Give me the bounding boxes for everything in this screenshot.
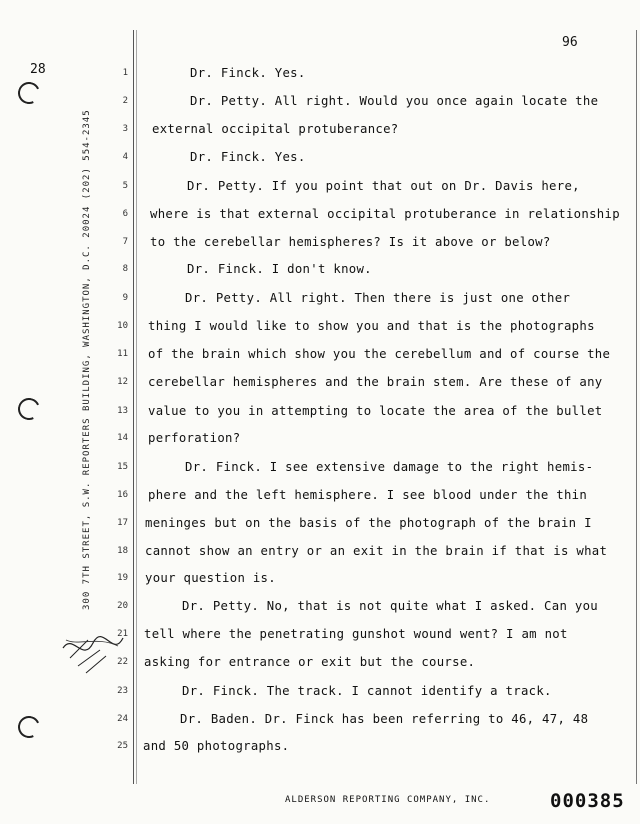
transcript-line: Dr. Finck. I don't know. (187, 262, 372, 276)
transcript-line: Dr. Finck. I see extensive damage to the right hemis- (185, 460, 594, 474)
side-number: 28 (30, 62, 46, 77)
transcript-line: where is that external occipital protuberance in relationship (150, 207, 620, 221)
line-number: 1 (122, 68, 128, 78)
margin-rule (133, 30, 134, 784)
reporting-company: ALDERSON REPORTING COMPANY, INC. (285, 795, 491, 805)
line-number: 2 (122, 96, 128, 106)
line-number: 8 (122, 264, 128, 274)
transcript-line: cannot show an entry or an exit in the brain if that is what (145, 544, 608, 558)
line-number: 5 (122, 181, 128, 191)
transcript-line: to the cerebellar hemispheres? Is it above or below? (150, 235, 551, 249)
line-number: 7 (122, 237, 128, 247)
transcript-line: Dr. Finck. Yes. (190, 66, 306, 80)
line-number: 18 (117, 546, 128, 556)
transcript-line: tell where the penetrating gunshot wound went? I am not (144, 627, 568, 641)
line-number: 22 (117, 657, 128, 667)
line-number: 14 (117, 433, 128, 443)
transcript-line: Dr. Finck. Yes. (190, 150, 306, 164)
punch-hole-icon (15, 79, 43, 107)
line-number: 24 (117, 714, 128, 724)
line-number: 4 (122, 152, 128, 162)
transcript-line: asking for entrance or exit but the course. (144, 655, 476, 669)
transcript-line: Dr. Petty. All right. Then there is just one other (185, 291, 571, 305)
punch-hole-icon (15, 395, 43, 423)
line-number: 20 (117, 601, 128, 611)
margin-address: 300 7TH STREET, S.W. REPORTERS BUILDING, WASHINGTON, D.C. 20024 (202) 554-2345 (82, 109, 92, 610)
bates-number: 000385 (550, 790, 625, 812)
transcript-line: Dr. Petty. If you point that out on Dr. Davis here, (187, 179, 580, 193)
transcript-line: perforation? (148, 431, 241, 445)
transcript-line: external occipital protuberance? (152, 122, 399, 136)
transcript-line: meninges but on the basis of the photograph of the brain I (145, 516, 592, 530)
right-edge-rule (636, 30, 637, 784)
line-number: 15 (117, 462, 128, 472)
transcript-line: value to you in attempting to locate the area of the bullet (148, 404, 603, 418)
transcript-line: your question is. (145, 571, 276, 585)
line-number: 25 (117, 741, 128, 751)
transcript-line: and 50 photographs. (143, 739, 290, 753)
transcript-line: cerebellar hemispheres and the brain stem. Are these of any (148, 375, 603, 389)
line-number: 16 (117, 490, 128, 500)
line-number: 13 (117, 406, 128, 416)
line-number: 11 (117, 349, 128, 359)
line-number: 6 (122, 209, 128, 219)
margin-rule (136, 30, 137, 784)
line-number: 17 (117, 518, 128, 528)
transcript-line: Dr. Petty. All right. Would you once again locate the (190, 94, 599, 108)
line-number: 3 (122, 124, 128, 134)
punch-hole-icon (15, 713, 43, 741)
transcript-line: thing I would like to show you and that is the photographs (148, 319, 595, 333)
transcript-line: phere and the left hemisphere. I see blood under the thin (148, 488, 588, 502)
line-number: 21 (117, 629, 128, 639)
transcript-line: Dr. Baden. Dr. Finck has been referring to 46, 47, 48 (180, 712, 589, 726)
transcript-line: of the brain which show you the cerebellum and of course the (148, 347, 611, 361)
transcript-line: Dr. Finck. The track. I cannot identify a track. (182, 684, 552, 698)
line-number: 9 (122, 293, 128, 303)
transcript-line: Dr. Petty. No, that is not quite what I asked. Can you (182, 599, 598, 613)
page-number: 96 (562, 35, 578, 50)
line-number: 23 (117, 686, 128, 696)
line-number: 10 (117, 321, 128, 331)
line-number: 12 (117, 377, 128, 387)
line-number: 19 (117, 573, 128, 583)
